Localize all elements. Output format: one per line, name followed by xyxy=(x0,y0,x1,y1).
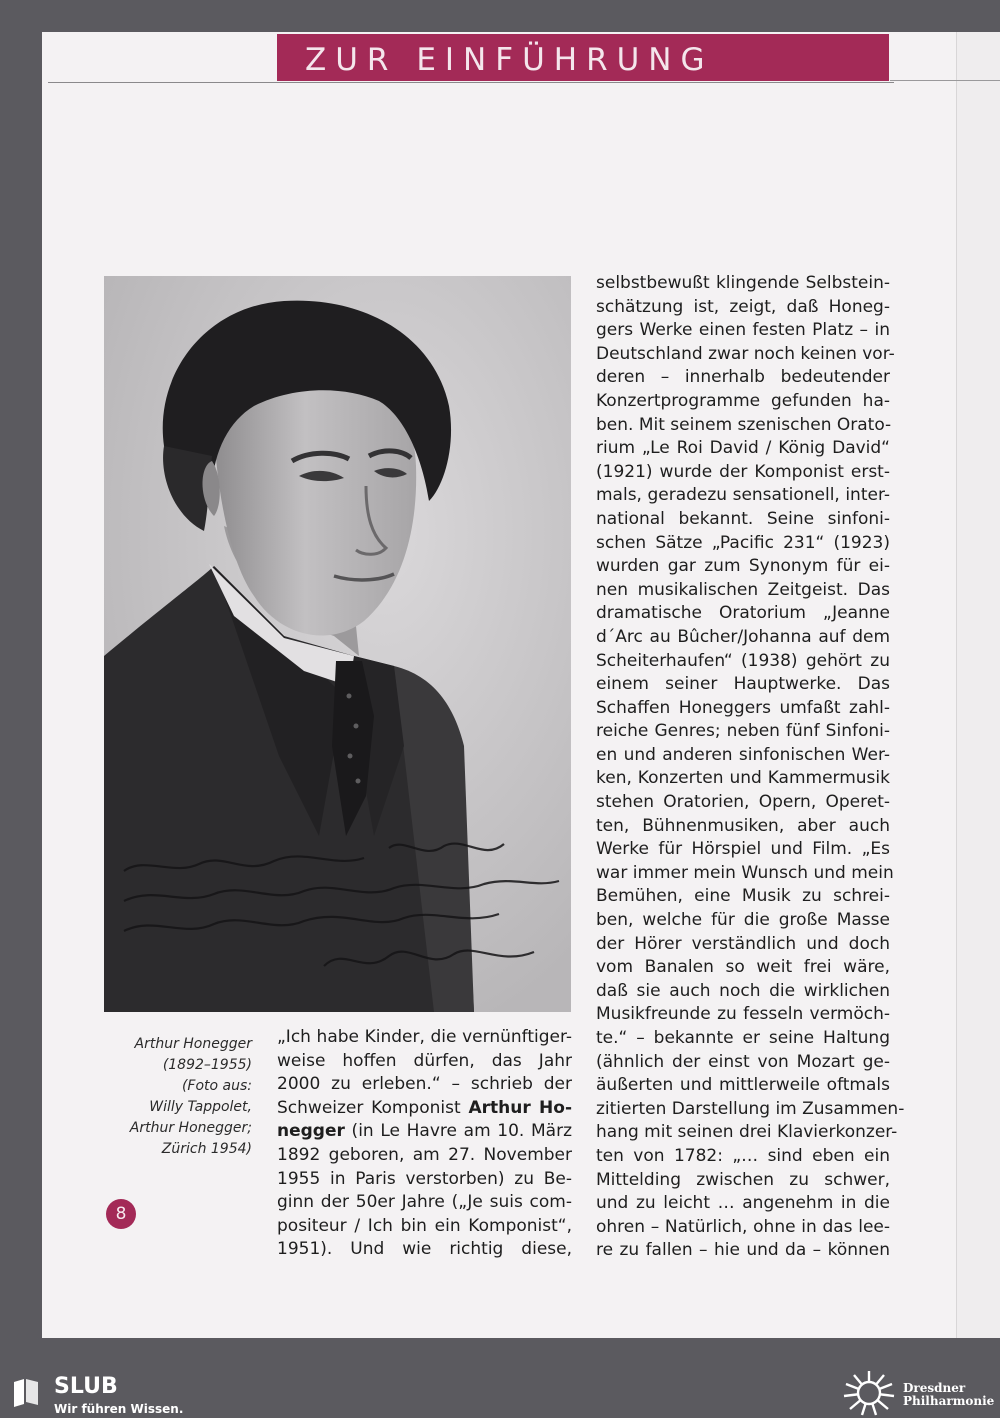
text-line: Scheiterhaufen“ (1938) gehört zu xyxy=(596,650,890,671)
text-line: und zu leicht … angenehm in die xyxy=(596,1193,890,1214)
text-line: ten, Bühnenmusiken, aber auch xyxy=(596,815,890,836)
text-line: schen Sätze „Pacific 231“ (1923) xyxy=(596,532,890,553)
text-line: ten von 1782: „… sind eben ein xyxy=(596,1145,890,1166)
composer-name: Arthur Ho- xyxy=(468,1097,573,1118)
composer-name-cont: negger xyxy=(277,1121,345,1142)
text-line: en und anderen sinfonischen Wer- xyxy=(596,744,890,765)
text-line: deren – innerhalb bedeutender xyxy=(596,367,890,388)
slub-logo-text[interactable]: SLUB xyxy=(54,1374,118,1399)
text-line: rium „Le Roi David / König David“ xyxy=(596,438,890,459)
text-line: weise hoffen dürfen, das Jahr xyxy=(277,1050,572,1071)
text-line: (ähnlich der einst von Mozart ge- xyxy=(596,1051,890,1072)
facing-page-edge xyxy=(956,32,1000,1338)
caption-line: Arthur Honegger; xyxy=(129,1120,252,1136)
text-line: Schaffen Honeggers umfaßt zahl- xyxy=(596,697,890,718)
text-line: dramatische Oratorium „Jeanne xyxy=(596,603,890,624)
body-text-right xyxy=(596,272,905,1263)
text-line: gers Werke einen festen Platz – in xyxy=(596,320,890,341)
text-line: selbstbewußt klingende Selbstein- xyxy=(596,273,890,293)
text-line: war immer mein Wunsch und mein xyxy=(596,862,894,883)
text-line: d´Arc au Bûcher/Johanna auf dem xyxy=(596,626,890,647)
text-line: einem seiner Hauptwerke. Das xyxy=(596,674,890,695)
text-line: 1951). Und wie richtig diese, xyxy=(277,1239,572,1260)
text-line: ben. Mit seinem szenischen Orato- xyxy=(596,414,892,435)
text-line: ginn der 50er Jahre („Je suis com- xyxy=(277,1192,572,1213)
header-rule-right xyxy=(890,80,1000,81)
photo-caption xyxy=(104,1034,252,1160)
text-line: te.“ – bekannte er seine Haltung xyxy=(596,1028,890,1048)
text-line: Werke für Hörspiel und Film. „Es xyxy=(596,839,890,860)
text-line: daß sie auch noch die wirklichen xyxy=(596,980,890,1001)
philharmonie-line-1: Dresdner xyxy=(903,1381,966,1395)
philharmonie-sun-icon xyxy=(842,1370,896,1416)
section-title: ZUR EINFÜHRUNG xyxy=(305,42,714,78)
text-run: (in Le Havre am 10. März xyxy=(344,1121,572,1142)
text-line: reiche Genres; neben fünf Sinfoni- xyxy=(596,721,890,742)
text-line: „Ich habe Kinder, die vernünftiger- xyxy=(277,1027,572,1047)
text-line: 2000 zu erleben.“ – schrieb der xyxy=(277,1074,572,1095)
text-run: Schweizer Komponist xyxy=(277,1097,469,1118)
text-line: ben, welche für die große Masse xyxy=(596,910,890,931)
header-rule xyxy=(48,82,894,83)
text-line: ohren – Natürlich, ohne in das lee- xyxy=(596,1216,890,1237)
caption-line: Arthur Honegger xyxy=(134,1036,252,1052)
text-line: 1955 in Paris verstorben) zu Be- xyxy=(277,1168,572,1189)
philharmonie-logo-text[interactable] xyxy=(903,1382,994,1408)
text-line: mals, geradezu sensationell, inter- xyxy=(596,485,890,506)
text-line: Deutschland zwar noch keinen vor- xyxy=(596,343,895,364)
slub-book-icon xyxy=(10,1376,42,1408)
body-text-left xyxy=(277,1026,572,1262)
caption-line: Willy Tappolet, xyxy=(149,1099,252,1115)
text-line: positeur / Ich bin ein Komponist“, xyxy=(277,1215,572,1236)
text-line: Mittelding zwischen zu schwer, xyxy=(596,1169,890,1190)
text-line: national bekannt. Seine sinfoni- xyxy=(596,508,890,529)
text-line: zitierten Darstellung im Zusammen- xyxy=(596,1098,905,1119)
text-line: nen musikalischen Zeitgeist. Das xyxy=(596,579,890,600)
portrait-illustration xyxy=(104,276,571,1012)
section-header-bar xyxy=(277,34,889,81)
text-line: vom Banalen so weit frei wäre, xyxy=(596,957,890,978)
footer-bar xyxy=(0,1368,1000,1418)
text-line: 1892 geboren, am 27. November xyxy=(277,1144,572,1165)
text-line xyxy=(277,1097,572,1121)
philharmonie-line-2: Philharmonie xyxy=(903,1394,995,1408)
page-number: 8 xyxy=(106,1199,136,1229)
text-line: wurden gar zum Synonym für ei- xyxy=(596,556,890,577)
text-line: der Hörer verständlich und doch xyxy=(596,933,890,954)
caption-line: (Foto aus: xyxy=(181,1078,252,1094)
text-line: schätzung ist, zeigt, daß Honeg- xyxy=(596,296,890,317)
text-line: Bemühen, eine Musik zu schrei- xyxy=(596,886,890,907)
caption-line: Zürich 1954) xyxy=(161,1141,252,1157)
portrait-photo xyxy=(104,276,571,1012)
slub-tagline: Wir führen Wissen. xyxy=(54,1402,184,1416)
text-line: hang mit seinen drei Klavierkonzer- xyxy=(596,1122,898,1143)
text-line xyxy=(277,1120,572,1144)
text-line: (1921) wurde der Komponist erst- xyxy=(596,461,890,482)
caption-line: (1892–1955) xyxy=(162,1057,252,1073)
text-line: äußerten und mittlerweile oftmals xyxy=(596,1075,890,1096)
text-line: Musikfreunde zu fesseln vermöch- xyxy=(596,1004,890,1025)
text-line: re zu fallen – hie und da – können xyxy=(596,1240,890,1261)
text-line: ken, Konzerten und Kammermusik xyxy=(596,768,890,789)
text-line: stehen Oratorien, Opern, Operet- xyxy=(596,792,890,813)
text-line: Konzertprogramme gefunden ha- xyxy=(596,390,890,411)
